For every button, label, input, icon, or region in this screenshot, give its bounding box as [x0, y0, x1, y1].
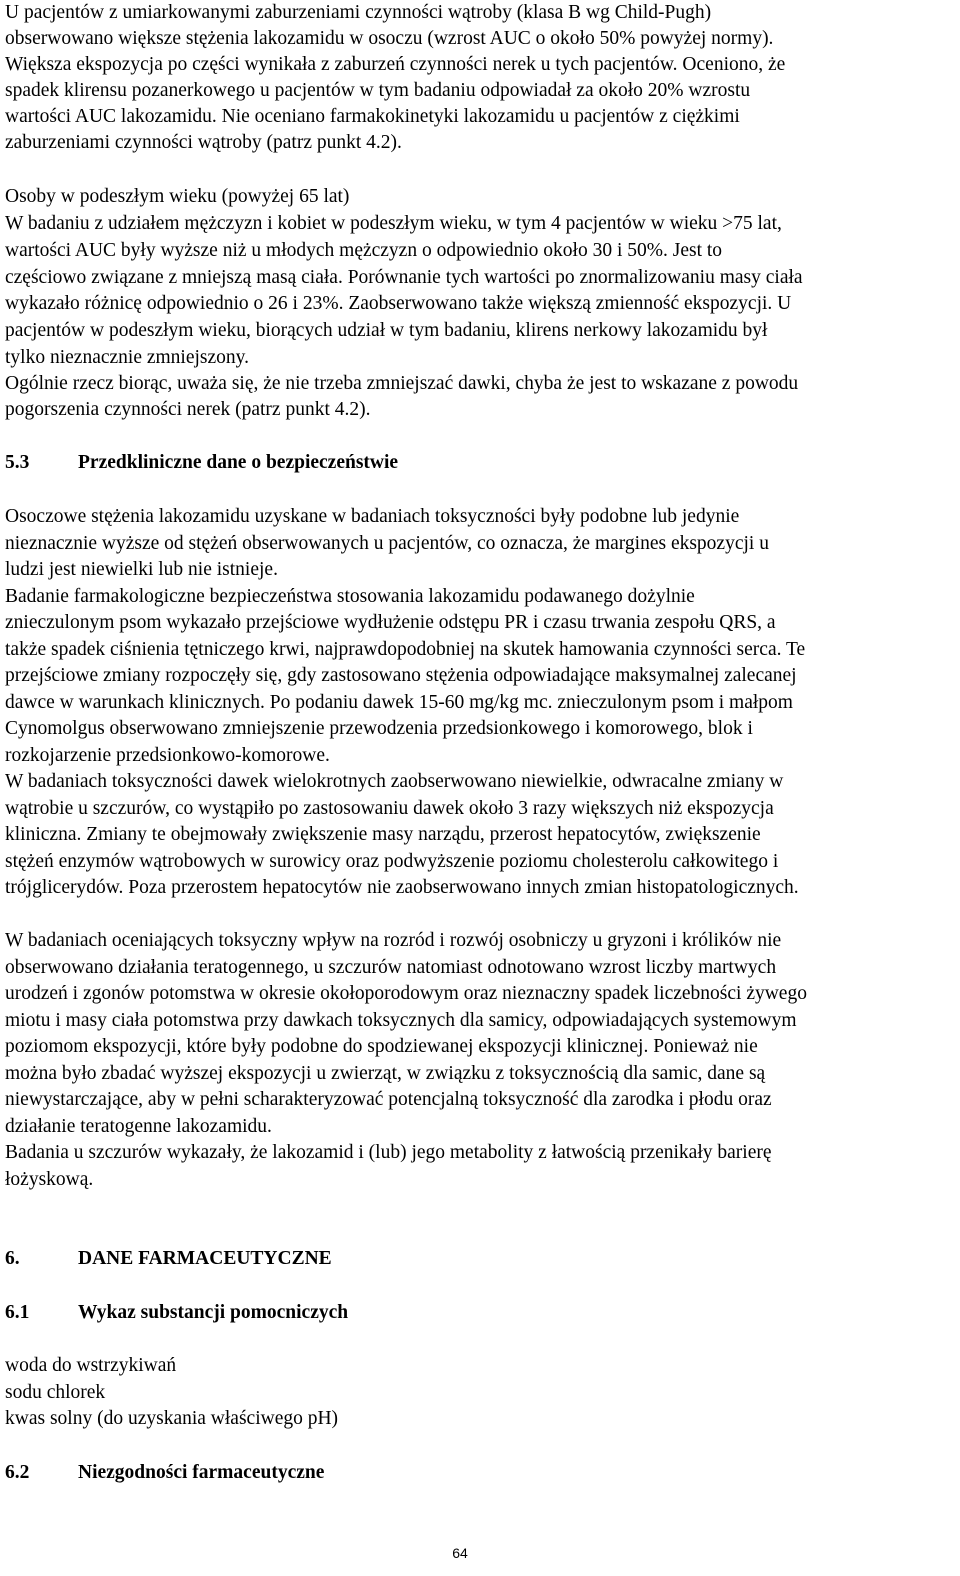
list-item: sodu chlorek	[5, 1382, 106, 1403]
text-line: tylko nieznacznie zmniejszony.	[5, 347, 250, 368]
text-line: kliniczna. Zmiany te obejmowały zwiększenie masy narządu, przerost hepatocytów, zwiększenie	[5, 824, 761, 845]
subheading-elderly: Osoby w podeszłym wieku (powyżej 65 lat)	[5, 186, 350, 207]
text-line: częściowo związane z mniejszą masą ciała. Porównanie tych wartości po znormalizowaniu masy ciała	[5, 267, 803, 288]
text-line: urodzeń i zgonów potomstwa w okresie okołoporodowym oraz nieznaczny spadek liczebności żywego	[5, 983, 807, 1004]
text-line: Cynomolgus obserwowano zmniejszenie przewodzenia przedsionkowego i komorowego, blok i	[5, 718, 753, 739]
text-line: działanie teratogenne lakozamidu.	[5, 1116, 272, 1137]
text-line: obserwowano większe stężenia lakozamidu w osoczu (wzrost AUC o około 50% powyżej normy).	[5, 28, 774, 49]
text-line: Badanie farmakologiczne bezpieczeństwa stosowania lakozamidu podawanego dożylnie	[5, 586, 695, 607]
section-number: 6.	[5, 1248, 20, 1269]
text-line: Badania u szczurów wykazały, że lakozamid i (lub) jego metabolity z łatwością przenikały barierę	[5, 1142, 772, 1163]
section-title: Wykaz substancji pomocniczych	[78, 1302, 349, 1323]
text-line: także spadek ciśnienia tętniczego krwi, najprawdopodobniej na skutek hamowania czynności serca. Te	[5, 639, 806, 660]
text-line: wykazało różnicę odpowiednio o 26 i 23%. Zaobserwowano także większą zmienność ekspozycji. U	[5, 293, 792, 314]
text-line: wartości AUC lakozamidu. Nie oceniano farmakokinetyki lakozamidu u pacjentów z ciężkimi	[5, 106, 740, 127]
section-number: 5.3	[5, 452, 30, 473]
text-line: rozkojarzenie przedsionkowo-komorowe.	[5, 745, 330, 766]
text-line: Osoczowe stężenia lakozamidu uzyskane w badaniach toksyczności były podobne lub jedynie	[5, 506, 740, 527]
text-line: U pacjentów z umiarkowanymi zaburzeniami czynności wątroby (klasa B wg Child-Pugh)	[5, 2, 712, 23]
text-line: można było zbadać wyższej ekspozycji u zwierząt, w związku z toksycznością dla samic, dane są	[5, 1063, 766, 1084]
text-line: obserwowano działania teratogennego, u szczurów natomiast odnotowano wzrost liczby martwych	[5, 957, 777, 978]
list-item: kwas solny (do uzyskania właściwego pH)	[5, 1408, 339, 1429]
text-line: wartości AUC były wyższe niż u młodych mężczyzn o odpowiednio około 30 i 50%. Jest to	[5, 240, 723, 261]
text-line: pogorszenia czynności nerek (patrz punkt 4.2).	[5, 399, 371, 420]
text-line: łożyskową.	[5, 1169, 94, 1190]
text-line: dawce w warunkach klinicznych. Po podaniu dawek 15-60 mg/kg mc. znieczulonym psom i małpom	[5, 692, 793, 713]
page-number: 64	[452, 1545, 468, 1561]
list-item: woda do wstrzykiwań	[5, 1355, 177, 1376]
section-number: 6.1	[5, 1302, 30, 1323]
text-line: wątrobie u szczurów, co wystąpiło po zastosowaniu dawek około 3 razy większych niż ekspozycja	[5, 798, 774, 819]
text-line: poziomom ekspozycji, które były podobne do spodziewanej ekspozycji klinicznej. Ponieważ nie	[5, 1036, 758, 1057]
section-title: Przedkliniczne dane o bezpieczeństwie	[78, 452, 399, 473]
section-title: DANE FARMACEUTYCZNE	[78, 1248, 332, 1269]
text-line: Większa ekspozycja po części wynikała z zaburzeń czynności nerek u tych pacjentów. Oceniono, że	[5, 54, 786, 75]
text-line: niewystarczające, aby w pełni scharakteryzować potencjalną toksyczność dla zarodka i płodu oraz	[5, 1089, 772, 1110]
section-title: Niezgodności farmaceutyczne	[78, 1462, 325, 1483]
section-number: 6.2	[5, 1462, 30, 1483]
text-line: przejściowe zmiany rozpoczęły się, gdy zastosowano stężenia odpowiadające maksymalnej zalecanej	[5, 665, 797, 686]
text-line: W badaniach oceniających toksyczny wpływ na rozród i rozwój osobniczy u gryzoni i królików nie	[5, 930, 782, 951]
text-line: znieczulonym psom wykazało przejściowe wydłużenie odstępu PR i czasu trwania zespołu QRS, a	[5, 612, 776, 633]
text-line: W badaniu z udziałem mężczyzn i kobiet w podeszłym wieku, w tym 4 pacjentów w wieku >75 lat,	[5, 213, 782, 234]
text-line: ludzi jest niewielki lub nie istnieje.	[5, 559, 278, 580]
text-line: miotu i masy ciała potomstwa przy dawkach toksycznych dla samicy, odpowiadających systemowym	[5, 1010, 797, 1031]
text-line: zaburzeniami czynności wątroby (patrz punkt 4.2).	[5, 132, 402, 153]
text-line: W badaniach toksyczności dawek wielokrotnych zaobserwowano niewielkie, odwracalne zmiany w	[5, 771, 784, 792]
text-line: Ogólnie rzecz biorąc, uważa się, że nie trzeba zmniejszać dawki, chyba że jest to wskazane z powodu	[5, 373, 799, 394]
text-line: pacjentów w podeszłym wieku, biorących udział w tym badaniu, klirens nerkowy lakozamidu był	[5, 320, 768, 341]
text-line: nieznacznie wyższe od stężeń obserwowanych u pacjentów, co oznacza, że margines ekspozycji u	[5, 533, 769, 554]
text-line: stężeń enzymów wątrobowych w surowicy oraz podwyższenie poziomu cholesterolu całkowitego i	[5, 851, 779, 872]
text-line: spadek klirensu pozanerkowego u pacjentów w tym badaniu odpowiadał za około 20% wzrostu	[5, 80, 751, 101]
text-line: trójglicerydów. Poza przerostem hepatocytów nie zaobserwowano innych zmian histopatologicznych.	[5, 877, 799, 898]
